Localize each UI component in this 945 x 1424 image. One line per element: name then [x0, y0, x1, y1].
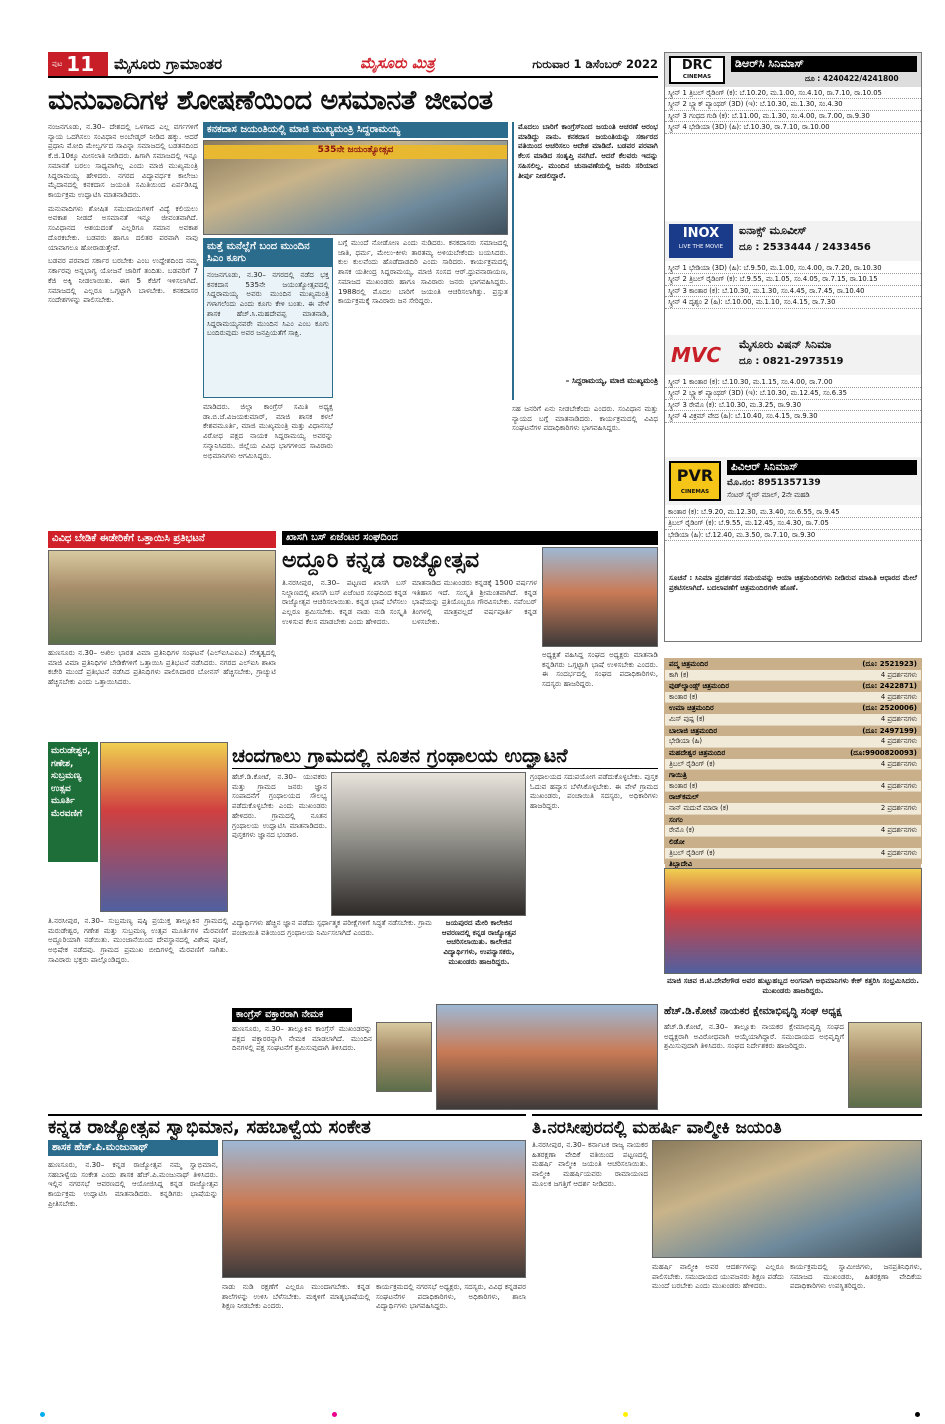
lead-col3: ಬಗ್ಗೆ ಮುಂದೆ ನೋಡೋಣ ಎಂದು ನುಡಿದರು. ಕನಕದಾಸರು ಸಮಾಜದಲ್ಲಿ ಜಾತಿ, ಧರ್ಮ, ಮೇಲು-ಕೀಳು ತಾರತಮ್ಯ ಅಳಿಯಬೇಕೆಂದು ಬಯಸಿದರು. ಕುಲ ಕುಲವೆಂದು ಹೊಡೆದಾಡದಿರಿ ಎಂದು ಸಾರಿದರು. ಕಾರ್ಯಕ್ರಮದಲ್ಲಿ ಶಾಸಕ ಯತೀಂದ್ರ ಸಿದ್ದರಾಮಯ್ಯ, ಮಾಜಿ ಸಂಸದ ಆರ್.ಧ್ರುವನಾರಾಯಣ, ಸಮಾಜದ ಮುಖಂಡರು ಹಾಗೂ ಸಾವಿರಾರು ಜನರು ಭಾಗವಹಿಸಿದ್ದರು. 1988ರಲ್ಲಿ ಮೊದಲ ಬಾರಿಗೆ ಜಯಂತಿ ಆಚರಿಸಲಾಗಿತ್ತು. ಪ್ರಸ್ತುತ ಕಾರ್ಯಕ್ರಮಕ್ಕೆ ಸಾವಿರಾರು ಜನ ಸೇರಿದ್ದರು.	[338, 238, 508, 306]
theatre-name-row	[665, 681, 921, 692]
page-number-box	[48, 52, 108, 76]
college-photo	[436, 1004, 658, 1110]
pvr-address: ಸೆಂಟರ್ ಸ್ಕ್ವೇರ್ ಮಾಲ್, 2ನೇ ಮಹಡಿ	[727, 491, 810, 499]
drc-phone: ದೂ : 4240422/4241800	[805, 74, 899, 83]
theatre-name-row	[665, 659, 921, 670]
inox-tagline: LIVE THE MOVIE	[678, 244, 724, 250]
stage-banner	[204, 145, 507, 159]
lead-bottom-text: ಸಹ ಜನರಿಗೆ ಏನು ನೀಡಬೇಕೆಂದು ಎಂದರು. ಸಂವಿಧಾನ ಮತ್ತು ನ್ಯಾಯದ ಬಗ್ಗೆ ಮಾತನಾಡಿದರು. ಕಾರ್ಯಕ್ರಮದಲ್ಲಿ ವಿವಿಧ ಸಂಘಟನೆಗಳ ಪದಾಧಿಕಾರಿಗಳು ಭಾಗವಹಿಸಿದ್ದರು.	[512, 404, 658, 433]
mvc-header	[665, 335, 921, 375]
mvc-name: ಮೈಸೂರು ವಿಷನ್ ಸಿನಿಮಾ	[739, 338, 832, 351]
inox-row: ಸ್ಕ್ರೀನ್ 4 ದೃಶ್ಯಂ 2 (ಹಿ): ಬೆ.10.00, ಮ.1.10, ಸಂ.4.15, ರಾ.7.30	[665, 297, 921, 308]
library-photo	[331, 772, 526, 916]
swabhimana-photo	[222, 1140, 526, 1278]
inox-header	[665, 221, 921, 261]
theatre-movie-row	[665, 848, 921, 859]
procession-body: ತಿ.ನರಸೀಪುರ, ನ.30– ಸುಬ್ರಮಣ್ಯ ಷಷ್ಠಿ ಪ್ರಯುಕ್ತ ತಾಲ್ಲೂಕಿನ ಗ್ರಾಮದಲ್ಲಿ ಮರುಡೇಶ್ವರ, ಗಣೇಶ ಮತ್ತು ಸುಬ್ರಮಣ್ಯ ಉತ್ಸವ ಮೂರ್ತಿಗಳ ಮೆರವಣಿಗೆ ಅದ್ದೂರಿಯಾಗಿ ನಡೆಯಿತು. ಮುಂಜಾನೆಯಿಂದ ದೇವಸ್ಥಾನದಲ್ಲಿ ವಿಶೇಷ ಪೂಜೆ, ಅಭಿಷೇಕ ನಡೆದವು. ಗ್ರಾಮದ ಪ್ರಮುಖ ಬೀದಿಗಳಲ್ಲಿ ಮೆರವಣಿಗೆ ಸಾಗಿತು. ಸಾವಿರಾರು ಭಕ್ತರು ಪಾಲ್ಗೊಂಡಿದ್ದರು.	[48, 916, 228, 964]
lead-col2: ಮಾಡಿದರು. ಜಿಲ್ಲಾ ಕಾಂಗ್ರೆಸ್ ಸಮಿತಿ ಅಧ್ಯಕ್ಷ ಡಾ.ಬಿ.ಜೆ.ವಿಜಯಕುಮಾರ್, ಮಾಜಿ ಶಾಸಕ ಕಳಲೆ ಕೇಶವಮೂರ್ತಿ, ಮಾಜಿ ಮುಖ್ಯಮಂತ್ರಿ ಮತ್ತು ವಿಧಾನಸಭೆ ವಿರೋಧ ಪಕ್ಷದ ನಾಯಕ ಸಿದ್ದರಾಮಯ್ಯ ಅವರನ್ನು ಸನ್ಮಾನಿಸಿದರು. ಜಿಲ್ಲೆಯ ವಿವಿಧ ಭಾಗಗಳಿಂದ ಸಾವಿರಾರು ಅಭಿಮಾನಿಗಳು ಆಗಮಿಸಿದ್ದರು.	[203, 402, 333, 460]
page-label: ಪುಟ	[52, 59, 63, 68]
inset-body: ನಂಜನಗೂಡು, ನ.30– ನಗರದಲ್ಲಿ ನಡೆದ ಭಕ್ತ ಕನಕದಾಸ 535ನೇ ಜಯಂತ್ಯೋತ್ಸವದಲ್ಲಿ ಸಿದ್ದರಾಮಯ್ಯ ಅವರು ಮುಂದಿನ ಮುಖ್ಯಮಂತ್ರಿ ಗಳಾಗಲೆಂದು ಎಂದು ಕೂಗು ಕೇಳಿ ಬಂತು. ಈ ವೇಳೆ ಶಾಸಕ ಹೆಚ್.ಸಿ.ಮಹದೇವಪ್ಪ ಮಾತನಾಡಿ, ಸಿದ್ದರಾಮಯ್ಯನವರೇ ಮುಂದಿನ ಸಿಎಂ ಎಂಬ ಕೂಗು ಬಂದಿರುವುದು ಅವರ ಜನಪ್ರಿಯತೆಗೆ ಸಾಕ್ಷಿ.	[207, 270, 329, 338]
congress-portrait	[376, 1022, 432, 1092]
theatre-shows: 2 ಪ್ರದರ್ಶನಗಳು	[880, 804, 917, 813]
pvr-phone: ಮೊ.ನಂ: 8951357139	[727, 478, 821, 488]
birthday-photo	[664, 868, 922, 974]
lead-para-1: ನಂಜನಗೂಡು, ನ.30– ದೇಶದಲ್ಲಿ ಒಳಗಾದ ಎಲ್ಲ ವರ್ಗಗಳಿಗೆ ನ್ಯಾಯ ಒದಗಿಸಲು ಸಂವಿಧಾನ ಅಂಬೇಡ್ಕರ್ ನೀಡಿದ ಹಕ್ಕು. ಆದರೆ ಪ್ರಧಾನಿ ಮೋದಿ ಮೇಲ್ವರ್ಗದ ಸಾವಿನ್ನಾ ಸಮಾಜದಲ್ಲಿ ಬಡತನದಿಂದ ಕೆ.ಜಿ.10ಕ್ಕೂ ಮೀಸಲಾತಿ ನೀಡಿದರು. ಹಿಗಾಗಿ ಸಮಾಜದಲ್ಲಿ ಇನ್ನೂ ಸಮಾನತೆ ಬರಲು ಸಾಧ್ಯವಾಗಿಲ್ಲ ಎಂದು ಮಾಜಿ ಮುಖ್ಯಮಂತ್ರಿ ಸಿದ್ದರಾಮಯ್ಯ ಹೇಳಿದರು. ನಗರದ ವಿದ್ಯಾವರ್ಧಕ ಕಾಲೇಜು ಮೈದಾನದಲ್ಲಿ ಕನಕದಾಸ ಜಯಂತಿ ಸಮಿತಿಯಿಂದ ಏರ್ಪಡಿಸಿದ್ದ ಕಾರ್ಯಕ್ರಮ ಉದ್ಘಾಟಿಸಿ ಮಾತನಾಡಿದರು.	[48, 122, 198, 200]
pvr-logo	[669, 461, 721, 501]
theatre-shows: 4 ಪ್ರದರ್ಶನಗಳು	[880, 737, 917, 746]
lead-sidebar-quote-box	[512, 122, 658, 400]
lead-sidebar-attribution: – ಸಿದ್ದರಾಮಯ್ಯ, ಮಾಜಿ ಮುಖ್ಯಮಂತ್ರಿ	[565, 376, 658, 385]
theatre-movie-row	[665, 781, 921, 792]
inox-schedule	[665, 263, 921, 309]
swabhimana-headline: ಕನ್ನಡ ರಾಜ್ಯೋತ್ಸವ ಸ್ವಾಭಿಮಾನ, ಸಹಬಾಳ್ವೆಯ ಸಂಕೇತ	[48, 1114, 526, 1140]
banner-text: 535ನೇ ಜಯಂತ್ಯೋತ್ಸವ	[317, 145, 394, 155]
theatre-shows: 4 ಪ್ರದರ್ಶನಗಳು	[880, 692, 917, 701]
theatre-shows: 4 ಪ್ರದರ್ಶನಗಳು	[880, 759, 917, 768]
inset-title: ಮತ್ತೆ ಮನೆಲ್ಲೆಗೆ ಬಂದ ಮುಂದಿನ ಸಿಎಂ ಕೂಗು	[204, 239, 332, 267]
lead-para-2: ಮನುವಾದಿಗಳು ಶೋಷಿತ ಸಮುದಾಯಗಳಿಗೆ ವಿದ್ಯೆ ಕಲಿಯಲು ಅವಕಾಶ ನೀಡದೆ ಅಸಮಾನತೆ ಇನ್ನೂ ಜೀವಂತವಾಗಿದೆ. ಸಂವಿಧಾನದ ಆಶಯದಂತೆ ಎಲ್ಲರಿಗೂ ಸಮಾನ ಅವಕಾಶ ದೊರಕಬೇಕು. ಬಡವರು ಹಾಗೂ ದಲಿತರ ಪರವಾಗಿ ನಾವು ಯಾವಾಗಲೂ ಹೋರಾಡುತ್ತೇವೆ.	[48, 203, 198, 252]
theatre-movie: ಭೇಡಿಯಾ (ಹಿ)	[669, 737, 702, 746]
lead-body-column-3	[338, 238, 508, 522]
theatre-name: ರಾಜ್‌ಕಮಲ್	[669, 793, 699, 802]
theatre-list	[664, 658, 922, 869]
drc-row: ಸ್ಕ್ರೀನ್ 4 ಭೇಡಿಯಾ (3D) (ಹಿ): ಬೆ.10.30, ರಾ.7.10, ರಾ.10.00	[665, 122, 921, 133]
theatre-name-row	[665, 770, 921, 781]
theatre-rows	[665, 659, 921, 904]
mvc-row: ಸ್ಕ್ರೀನ್ 3 ರೇಮೊ (ಕ): ಬೆ.10.30, ಮ.3.25, ರಾ.9.30	[665, 400, 921, 411]
theatre-movie: ನಾನ್ ಮದುವೆ ಮಾರಾ (ಕ)	[669, 804, 729, 813]
procession-title: ಮರುಡೇಶ್ವರ, ಗಣೇಶ, ಸುಬ್ರಮಣ್ಯ ಉತ್ಸವ ಮೂರ್ತಿ ಮೆರವಣಿಗೆ	[51, 746, 91, 819]
nayaka-body: ಹೆಚ್.ಡಿ.ಕೋಟೆ, ನ.30– ತಾಲ್ಲೂಕು ನಾಯಕರ ಕ್ಷೇಮಾಭಿವೃದ್ಧಿ ಸಂಘದ ಅಧ್ಯಕ್ಷರಾಗಿ ಅವಿರೋಧವಾಗಿ ಆಯ್ಕೆಯಾಗಿದ್ದಾರೆ. ಸಮುದಾಯದ ಅಭಿವೃದ್ಧಿಗೆ ಶ್ರಮಿಸುವುದಾಗಿ ತಿಳಿಸಿದರು. ಸಂಘದ ನಿರ್ದೇಶಕರು ಹಾಜರಿದ್ದರು.	[664, 1022, 844, 1051]
swabhimana-body-2: ನಾಡು ನುಡಿ ರಕ್ಷಣೆಗೆ ಎಲ್ಲರೂ ಮುಂದಾಗಬೇಕು. ಕನ್ನಡ ಶಾಲೆಗಳನ್ನು ಉಳಿಸಿ ಬೆಳೆಸಬೇಕು. ಮಕ್ಕಳಿಗೆ ಮಾತೃಭಾಷೆಯಲ್ಲಿ ಶಿಕ್ಷಣ ನೀಡಬೇಕು ಎಂದರು.	[222, 1282, 370, 1311]
theatre-name: ಉಮಾ ಚಿತ್ರಮಂದಿರ	[669, 704, 714, 713]
theatre-phone: (ದೂ: 2422871)	[862, 682, 917, 691]
theatre-name-row	[665, 837, 921, 848]
drc-row: ಸ್ಕ್ರೀನ್ 2 ಬ್ಲ್ಯಾಕ್ ಪ್ಯಾಂಥರ್ (3D) (ಇ): ಬೆ.10.30, ಮ.1.30, ಸಂ.4.30	[665, 99, 921, 110]
theatre-movie-row	[665, 736, 921, 747]
speaker-label: ಶಾಸಕ ಹೆಚ್.ಪಿ.ಮಂಜುನಾಥ್	[48, 1140, 218, 1156]
lead-photo	[203, 140, 508, 235]
mvc-logo: MVC	[671, 343, 722, 367]
drc-header	[665, 53, 921, 87]
drc-row: ಸ್ಕ್ರೀನ್ 3 ಗಂಧದ ಗುಡಿ (ಕ): ಬೆ.11.00, ಮ.1.30, ಸಂ.4.00, ರಾ.7.00, ರಾ.9.30	[665, 111, 921, 122]
theatre-name: ಬಾಲಾಜಿ ಚಿತ್ರಮಂದಿರ	[669, 726, 718, 735]
theatre-shows: 4 ಪ್ರದರ್ಶನಗಳು	[880, 670, 917, 679]
library-body-2: ವಿದ್ಯಾರ್ಥಿಗಳು ಹೆಚ್ಚಿನ ಜ್ಞಾನ ಪಡೆದು ಸ್ಪರ್ಧಾತ್ಮಕ ಪರೀಕ್ಷೆಗಳಿಗೆ ಸಿದ್ಧತೆ ನಡೆಸಬೇಕು. ಗ್ರಾಮ ಪಂಚಾಯಿತಿ ವತಿಯಿಂದ ಗ್ರಂಥಾಲಯ ನಿರ್ಮಿಸಲಾಗಿದೆ ಎಂದರು.	[232, 918, 432, 937]
masthead: ಮೈಸೂರು ಮಿತ್ರ	[360, 54, 435, 72]
theatre-name: ಮಹದೇಶ್ವರ ಚಿತ್ರಮಂದಿರ	[669, 748, 726, 757]
mvc-row: ಸ್ಕ್ರೀನ್ 2 ಬ್ಲ್ಯಾಕ್ ಪ್ಯಾಂಥರ್ (3D) (ಇ): ಬೆ.10.30, ಮ.12.45, ಸಂ.6.35	[665, 388, 921, 399]
drc-schedule	[665, 88, 921, 134]
theatre-shows: 4 ಪ್ರದರ್ಶನಗಳು	[880, 715, 917, 724]
theatre-movie: ಕಾಗಿ (ಕ)	[669, 670, 689, 679]
theatre-shows: 4 ಪ್ರದರ್ಶನಗಳು	[880, 781, 917, 790]
nayaka-headline: ಹೆಚ್.ಡಿ.ಕೋಟೆ ನಾಯಕರ ಕ್ಷೇಮಾಭಿವೃದ್ಧಿ ಸಂಘ ಅಧ್ಯಕ್ಷ	[664, 1006, 842, 1017]
cyan-dot	[40, 1412, 45, 1417]
yellow-dot	[623, 1412, 628, 1417]
theatre-movie-row	[665, 759, 921, 770]
mvc-row: ಸ್ಕ್ರೀನ್ 4 ವಿಕ್ರಮ್ ವೇದ (ಹಿ): ಬೆ.10.40, ಸಂ.4.15, ರಾ.9.30	[665, 411, 921, 422]
theatre-movie-row	[665, 803, 921, 814]
theatre-movie: ತ್ರಿಬಲ್ ರೈಡಿಂಗ್ (ಕ)	[669, 848, 715, 857]
swabhimana-body-1: ಹುಣಸೂರು, ನ.30– ಕನ್ನಡ ರಾಜ್ಯೋತ್ಸವ ನಮ್ಮ ಸ್ವಾಭಿಮಾನ, ಸಹಬಾಳ್ವೆಯ ಸಂಕೇತ ಎಂದು ಶಾಸಕ ಹೆಚ್.ಪಿ.ಮಂಜುನಾಥ್ ತಿಳಿಸಿದರು. ಇಲ್ಲಿನ ನಗರಸಭೆ ಆವರಣದಲ್ಲಿ ಆಯೋಜಿಸಿದ್ದ ಕನ್ನಡ ರಾಜ್ಯೋತ್ಸವ ಕಾರ್ಯಕ್ರಮ ಉದ್ಘಾಟಿಸಿ ಮಾತನಾಡಿದರು. ಕನ್ನಡಿಗರು ಭಾಷೆಯನ್ನು ಪ್ರೀತಿಸಬೇಕು.	[48, 1160, 218, 1208]
bus-headline: ಅದ್ದೂರಿ ಕನ್ನಡ ರಾಜ್ಯೋತ್ಸವ	[282, 548, 480, 573]
lead-body-right	[512, 404, 658, 522]
cinema-notice: ಸೂಚನೆ : ಸಿನಿಮಾ ಪ್ರದರ್ಶನದ ಸಮಯವನ್ನು ಆಯಾ ಚಿತ್ರಮಂದಿರಗಳು ನೀಡಿರುವ ಮಾಹಿತಿ ಆಧಾರದ ಮೇಲೆ ಪ್ರಕಟಿಸಲಾಗಿದೆ. ಬದಲಾವಣೆಗೆ ಚಿತ್ರಮಂದಿರಗಳೇ ಹೊಣೆ.	[669, 573, 917, 592]
mvc-row: ಸ್ಕ್ರೀನ್ 1 ಕಾಂತಾರ (ಕ): ಬೆ.10.30, ಮ.1.15, ಸಂ.4.00, ರಾ.7.00	[665, 377, 921, 388]
drc-logo-sub: CINEMAS	[682, 74, 712, 80]
theatre-movie-row	[665, 714, 921, 725]
bus-body-2: ಮಾತನಾಡಿದ ಮುಖಂಡರು ಕನ್ನಡಕ್ಕೆ 1500 ವರ್ಷಗಳ ಇತಿಹಾಸ ಇದೆ. ಸಂಸ್ಕೃತಿ ಶ್ರೀಮಂತವಾಗಿದೆ. ಕನ್ನಡ ಭಾಷೆಯನ್ನು ಪ್ರತಿಯೊಬ್ಬರೂ ಗೌರವಿಸಬೇಕು. ನವೆಂಬರ್ ತಿಂಗಳಲ್ಲಿ ಮಾತ್ರವಲ್ಲದೆ ವರ್ಷಪೂರ್ತಿ ಕನ್ನಡ ಬಳಸಬೇಕು.	[412, 578, 537, 626]
theatre-phone: (ದೂ: 2497199)	[862, 726, 917, 735]
theatre-movie-row	[665, 670, 921, 681]
valmiki-photo	[652, 1140, 922, 1258]
bus-body-3: ಅಧ್ಯಕ್ಷತೆ ವಹಿಸಿದ್ದ ಸಂಘದ ಅಧ್ಯಕ್ಷರು ಮಾತನಾಡಿ ಕನ್ನಡಿಗರು ಒಗ್ಗಟ್ಟಾಗಿ ಭಾಷೆ ಉಳಿಸಬೇಕು ಎಂದರು. ಈ ಸಂದರ್ಭದಲ್ಲಿ ಸಂಘದ ಪದಾಧಿಕಾರಿಗಳು, ಸದಸ್ಯರು ಹಾಜರಿದ್ದರು.	[542, 650, 658, 689]
theatre-name: ಪದ್ಮ ಚಿತ್ರಮಂದಿರ	[669, 660, 709, 668]
theatre-name-row	[665, 815, 921, 826]
inox-row: ಸ್ಕ್ರೀನ್ 2 ತ್ರಿಬಲ್ ರೈಡಿಂಗ್ (ಕ): ಬೆ.9.55, ಮ.1.05, ಸಂ.4.05, ರಾ.7.15, ರಾ.10.15	[665, 274, 921, 285]
inox-phone: ದೂ : 2533444 / 2433456	[739, 242, 871, 253]
theatre-name-row	[665, 792, 921, 803]
drc-logo-text: DRC	[681, 58, 713, 73]
pvr-header	[665, 457, 921, 505]
theatre-movie: ರೇಮೊ (ಕ)	[669, 826, 695, 835]
pvr-schedule	[665, 507, 921, 541]
pvr-row: ಭೇಡಿಯಾ (ಹಿ): ಬೆ.12.40, ಮ.3.50, ರಾ.7.10, ರಾ.9.30	[665, 530, 921, 541]
lead-kicker: ಕನಕದಾಸ ಜಯಂತಿಯಲ್ಲಿ ಮಾಜಿ ಮುಖ್ಯಮಂತ್ರಿ ಸಿದ್ದರಾಮಯ್ಯ	[203, 122, 508, 138]
page-date: ಗುರುವಾರ 1 ಡಿಸೆಂಬರ್ 2022	[532, 57, 658, 71]
procession-title-box	[48, 742, 98, 862]
page-header	[48, 52, 658, 78]
congress-headline: ಕಾಂಗ್ರೆಸ್ ವಕ್ತಾರರಾಗಿ ನೇಮಕ	[232, 1008, 352, 1022]
mvc-phone: ದೂ : 0821-2973519	[739, 356, 844, 367]
magenta-dot	[332, 1412, 337, 1417]
print-registration-marks	[40, 1412, 920, 1418]
college-caption: ಜಯಪುರದ ಮೇರಿ ಕಾಲೇಜಿನ ಆವರಣದಲ್ಲಿ ಕನ್ನಡ ರಾಜ್ಯೋತ್ಸವ ಆಚರಿಸಲಾಯಿತು. ಕಾಲೇಜಿನ ವಿದ್ಯಾರ್ಥಿಗಳು, ಉಪನ್ಯಾಸಕರು, ಮುಖಂಡರು ಹಾಜರಿದ್ದರು.	[441, 918, 517, 966]
protest-caption: ಹುಣಸೂರು ನ.30– ಅಖಿಲ ಭಾರತ ವಿಮಾ ಪ್ರತಿನಿಧಿಗಳ ಸಂಘಟನೆ (ಎಲ್‍ಐಸಿಎಐಎ) ನೇತೃತ್ವದಲ್ಲಿ ಮಾಜಿ ವಿಮಾ ಪ್ರತಿನಿಧಿಗಳ ಬೇಡಿಕೆಗಳಿಗೆ ಒತ್ತಾಯಿಸಿ ಪ್ರತಿಭಟನೆ ನಡೆಸಿದರು. ನಗರದ ಎಲ್‍ಐಸಿ ಶಾಖಾ ಕಚೇರಿ ಮುಂದೆ ಪ್ರತಿಭಟನೆ ನಡೆಸಿದ ಪ್ರತಿನಿಧಿಗಳು ಪಾಲಿಸಿದಾರರ ಬೋನಸ್ ಹೆಚ್ಚಿಸಬೇಕು, ಗ್ರಾಚ್ಯುಟಿ ಹೆಚ್ಚಿಸಬೇಕು ಎಂದು ಒತ್ತಾಯಿಸಿದರು.	[48, 648, 276, 687]
lead-headline: ಮನುವಾದಿಗಳ ಶೋಷಣೆಯಿಂದ ಅಸಮಾನತೆ ಜೀವಂತ	[48, 85, 493, 116]
theatre-phone: (ದೂ:9900820093)	[850, 748, 917, 757]
nayaka-portrait	[848, 1022, 922, 1108]
pvr-logo-sub: CINEMAS	[680, 489, 710, 495]
theatre-movie: ತ್ರಿಬಲ್ ರೈಡಿಂಗ್ (ಕ)	[669, 759, 715, 768]
theatre-name: ಸಂಗಂ	[669, 815, 683, 824]
pvr-row: ಕಾಂತಾರ (ಕ): ಬೆ.9.20, ಮ.12.30, ಮ.3.40, ಸಂ.6.55, ರಾ.9.45	[665, 507, 921, 518]
library-body-1: ಹೆಚ್.ಡಿ.ಕೋಟೆ, ನ.30– ಯುವಕರು ಮತ್ತು ಗ್ರಾಮದ ಜನರು ಜ್ಞಾನ ಸಂಪಾದನೆಗೆ ಗ್ರಂಥಾಲಯದ ಸೌಲಭ್ಯ ಪಡೆದುಕೊಳ್ಳಬೇಕು ಎಂದು ಮುಖಂಡರು ಹೇಳಿದರು. ಗ್ರಾಮದಲ್ಲಿ ನೂತನ ಗ್ರಂಥಾಲಯ ಉದ್ಘಾಟಿಸಿ ಮಾತನಾಡಿದರು. ಪುಸ್ತಕಗಳು ಜ್ಞಾನದ ಭಂಡಾರ.	[232, 772, 327, 840]
theatre-movie-row	[665, 825, 921, 836]
bus-body-1: ತಿ.ನರಸೀಪುರ, ನ.30– ಪಟ್ಟಣದ ಖಾಸಗಿ ಬಸ್ ನಿಲ್ದಾಣದಲ್ಲಿ ಖಾಸಗಿ ಬಸ್ ಏಜೆಂಟರ ಸಂಘದಿಂದ ಕನ್ನಡ ರಾಜ್ಯೋತ್ಸವ ಆಚರಿಸಲಾಯಿತು. ಕನ್ನಡ ಭಾಷೆ ಬೆಳೆಸಲು ಎಲ್ಲರೂ ಶ್ರಮಿಸಬೇಕು. ಕನ್ನಡ ನಾಡು ನುಡಿ ಸಂಸ್ಕೃತಿ ಉಳಿಸುವ ಕೆಲಸ ಮಾಡಬೇಕು ಎಂದು ಹೇಳಿದರು.	[282, 578, 407, 626]
birthday-caption: ಮಾಜಿ ಸಚಿವ ಜಿ.ಟಿ.ದೇವೇಗೌಡ ಅವರ ಹುಟ್ಟುಹಬ್ಬದ ಅಂಗವಾಗಿ ಅಭಿಮಾನಿಗಳು ಕೇಕ್ ಕತ್ತರಿಸಿ ಸಂಭ್ರಮಿಸಿದರು. ಮುಖಂಡರು ಹಾಜರಿದ್ದರು.	[666, 976, 919, 995]
theatre-movie: ಮಿಸ್ ಪುಷ್ಪ (ಕ)	[669, 715, 705, 724]
theatre-name-row	[665, 748, 921, 759]
drc-logo	[669, 56, 725, 84]
valmiki-body-3: ಕಾರ್ಯಕ್ರಮದಲ್ಲಿ ಸ್ವಾಮೀಜಿಗಳು, ಜನಪ್ರತಿನಿಧಿಗಳು, ಸಮಾಜದ ಮುಖಂಡರು, ಹಿತರಕ್ಷಣಾ ವೇದಿಕೆಯ ಪದಾಧಿಕಾರಿಗಳು ಉಪಸ್ಥಿತರಿದ್ದರು.	[790, 1262, 922, 1291]
theatre-phone: (ದೂ: 2521923)	[862, 660, 917, 668]
theatre-name: ಗಾಯಿತ್ರಿ	[669, 771, 687, 780]
inox-row: ಸ್ಕ್ರೀನ್ 1 ಭೇಡಿಯಾ (3D) (ಹಿ): ಬೆ.9.50, ಮ.1.00, ಸಂ.4.00, ರಾ.7.20, ರಾ.10.30	[665, 263, 921, 274]
lead-sidebar-quote: ಮೊದಲು ಬಾರಿಗೆ ಕಾಂಗ್ರೆಸ್‍ನಿಂದ ಜಯಂತಿ ಆಚರಣೆ ಆರಂಭ ಮಾಡಿದ್ದು ನಾನು. ಕನಕದಾಸ ಜಯಂತಿಯನ್ನು ಸರ್ಕಾರದ ವತಿಯಿಂದ ಆಚರಿಸಲು ಆದೇಶ ಮಾಡಿದೆ. ಬಡವರ ಪರವಾಗಿ ಕೆಲಸ ಮಾಡಿದ ಸಂತೃಪ್ತಿ ನನಗಿದೆ. ಆದರೆ ಕೆಲವರು ಇದನ್ನು ಸಹಿಸಲಿಲ್ಲ. ಮುಂದಿನ ಚುನಾವಣೆಯಲ್ಲಿ ಜನರು ಸರಿಯಾದ ತೀರ್ಪು ನೀಡಲಿದ್ದಾರೆ.	[518, 122, 658, 180]
drc-row: ಸ್ಕ್ರೀನ್ 1 ತ್ರಿಬಲ್ ರೈಡಿಂಗ್ (ಕ): ಬೆ.10.20, ಮ.1.00, ಸಂ.4.10, ರಾ.7.10, ರಾ.10.05	[665, 88, 921, 99]
valmiki-body-2: ಮಹರ್ಷಿ ವಾಲ್ಮೀಕಿ ಅವರ ಆದರ್ಶಗಳನ್ನು ಎಲ್ಲರೂ ಪಾಲಿಸಬೇಕು. ಸಮುದಾಯದ ಯುವಜನರು ಶಿಕ್ಷಣ ಪಡೆದು ಮುಂದೆ ಬರಬೇಕು ಎಂದು ಮುಖಂಡರು ಹೇಳಿದರು.	[652, 1262, 784, 1291]
bus-kicker: ಖಾಸಗಿ ಬಸ್ ಏಜೆಂಟರ ಸಂಘದಿಂದ	[286, 532, 398, 543]
swabhimana-body-3: ಕಾರ್ಯಕ್ರಮದಲ್ಲಿ ನಗರಸಭೆ ಅಧ್ಯಕ್ಷರು, ಸದಸ್ಯರು, ವಿವಿಧ ಕನ್ನಡಪರ ಸಂಘಟನೆಗಳ ಪದಾಧಿಕಾರಿಗಳು, ಅಧಿಕಾರಿಗಳು, ಶಾಲಾ ವಿದ್ಯಾರ್ಥಿಗಳು ಭಾಗವಹಿಸಿದ್ದರು.	[376, 1282, 526, 1311]
theatre-phone: (ದೂ: 2520006)	[862, 704, 917, 713]
theatre-name-row	[665, 703, 921, 714]
procession-photo	[100, 742, 228, 912]
theatre-name: ತಿಬ್ಬಾದೇವಿ	[669, 860, 693, 869]
mvc-schedule	[665, 377, 921, 423]
congress-body: ಹುಣಸೂರು, ನ.30– ತಾಲ್ಲೂಕಿನ ಕಾಂಗ್ರೆಸ್ ಮುಖಂಡರನ್ನು ಪಕ್ಷದ ವಕ್ತಾರರನ್ನಾಗಿ ನೇಮಕ ಮಾಡಲಾಗಿದೆ. ಮುಂದಿನ ದಿನಗಳಲ್ಲಿ ಪಕ್ಷ ಸಂಘಟನೆಗೆ ಶ್ರಮಿಸುವುದಾಗಿ ತಿಳಿಸಿದರು.	[232, 1024, 372, 1053]
inset-box	[203, 238, 333, 398]
inox-row: ಸ್ಕ್ರೀನ್ 3 ಕಾಂತಾರ (ಕ): ಬೆ.10.30, ಮ.1.30, ಸಂ.4.45, ರಾ.7.45, ರಾ.10.40	[665, 286, 921, 297]
congress-box	[232, 1008, 432, 1110]
cinema-panel	[664, 52, 922, 642]
protest-headline: ವಿವಿಧ ಬೇಡಿಕೆ ಈಡೇರಿಕೆಗೆ ಒತ್ತಾಯಿಸಿ ಪ್ರತಿಭಟನೆ	[48, 531, 276, 548]
bus-kicker-bar	[282, 531, 658, 545]
theatre-movie: ಕಾಂತಾರ (ಕ)	[669, 781, 698, 790]
bus-photo	[542, 547, 658, 647]
theatre-shows: 4 ಪ್ರದರ್ಶನಗಳು	[880, 826, 917, 835]
pvr-row: ತ್ರಿಬಲ್ ರೈಡಿಂಗ್ (ಕ): ಬೆ.9.55, ಮ.12.45, ಸಂ.4.30, ರಾ.7.05	[665, 518, 921, 529]
pvr-logo-text: PVR	[676, 466, 714, 485]
theatre-name-row	[665, 726, 921, 737]
inox-logo-text: INOX	[682, 226, 720, 241]
theatre-movie-row	[665, 692, 921, 703]
theatre-movie: ಕಾಂತಾರ (ಕ)	[669, 692, 698, 701]
inox-logo	[669, 224, 733, 258]
lead-para-3: ಬಡವರ ಪರವಾದ ಸರ್ಕಾರ ಬರಬೇಕು ಎಂಬ ಉದ್ದೇಶದಿಂದ ನಮ್ಮ ಸರ್ಕಾರವು ಅನ್ನಭಾಗ್ಯ ಯೋಜನೆ ಜಾರಿಗೆ ತಂದಿತು. ಬಡವರಿಗೆ 7 ಕೆಜಿ ಅಕ್ಕಿ ನೀಡಲಾಯಿತು. ಈಗ 5 ಕೆಜಿಗೆ ಇಳಿಸಲಾಗಿದೆ. ಸಮಾಜದಲ್ಲಿ ಎಲ್ಲರೂ ಒಗ್ಗಟ್ಟಾಗಿ ಬಾಳಬೇಕು. ಕನಕದಾಸರ ಸಂದೇಶಗಳನ್ನು ಪಾಲಿಸಬೇಕು.	[48, 256, 198, 305]
theatre-name: ಲಿಡೋ	[669, 837, 685, 846]
inox-name: ಐನಾಕ್ಸ್ ಮೂವೀಸ್	[739, 224, 807, 237]
pvr-name: ಪಿವಿಆರ್ ಸಿನಿಮಾಸ್	[727, 460, 917, 475]
black-dot	[915, 1412, 920, 1417]
valmiki-headline: ತಿ.ನರಸೀಪುರದಲ್ಲಿ ಮಹರ್ಷಿ ವಾಲ್ಮೀಕಿ ಜಯಂತಿ	[532, 1114, 922, 1140]
protest-photo	[48, 550, 276, 645]
section-title: ಮೈಸೂರು ಗ್ರಾಮಾಂತರ	[114, 55, 223, 73]
theatre-shows: 4 ಪ್ರದರ್ಶನಗಳು	[880, 848, 917, 857]
library-body-3: ಗ್ರಂಥಾಲಯದ ಸದುಪಯೋಗ ಪಡೆದುಕೊಳ್ಳಬೇಕು. ಪುಸ್ತಕ ಓದುವ ಹವ್ಯಾಸ ಬೆಳೆಸಿಕೊಳ್ಳಬೇಕು. ಈ ವೇಳೆ ಗ್ರಾಮದ ಮುಖಂಡರು, ಪಂಚಾಯಿತಿ ಸದಸ್ಯರು, ಅಧಿಕಾರಿಗಳು ಹಾಜರಿದ್ದರು.	[530, 772, 658, 811]
page-number: 11	[66, 51, 95, 76]
drc-name: ಡಿಆರ್‌ಸಿ ಸಿನಿಮಾಸ್	[731, 56, 917, 72]
lead-body-column-2	[203, 402, 333, 522]
library-headline: ಚಂದಗಾಲು ಗ್ರಾಮದಲ್ಲಿ ನೂತನ ಗ್ರಂಥಾಲಯ ಉದ್ಘಾಟನೆ	[232, 744, 658, 769]
valmiki-body-1: ತಿ.ನರಸೀಪುರ, ನ.30– ಕರ್ನಾಟಕ ರಾಜ್ಯ ನಾಯಕರ ಹಿತರಕ್ಷಣಾ ವೇದಿಕೆ ವತಿಯಿಂದ ಪಟ್ಟಣದಲ್ಲಿ ಮಹರ್ಷಿ ವಾಲ್ಮೀಕಿ ಜಯಂತಿ ಆಚರಿಸಲಾಯಿತು. ವಾಲ್ಮೀಕಿ ಮಹರ್ಷಿಯವರು ರಾಮಾಯಣದ ಮೂಲಕ ಜಗತ್ತಿಗೆ ಆದರ್ಶ ನೀಡಿದರು.	[532, 1140, 648, 1188]
theatre-name: ವುಡ್‌ಲ್ಯಾಂಡ್ಸ್ ಚಿತ್ರಮಂದಿರ	[669, 682, 730, 691]
